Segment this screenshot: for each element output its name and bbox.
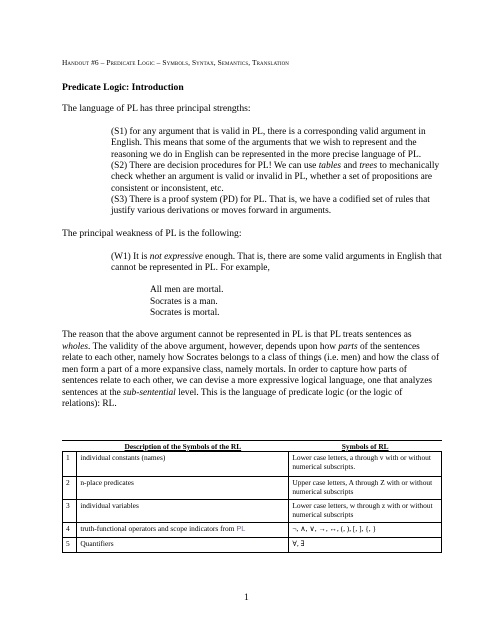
table-row — [63, 538, 442, 553]
syllogism-line: All men are mortal. — [150, 285, 224, 295]
row-symbols: ¬, ∧, ∨, →, ↔, (, ), [, ], {, } — [289, 523, 442, 538]
row-description: Quantifiers — [77, 538, 289, 553]
table-header-description: Description of the Symbols of the RL — [124, 442, 242, 451]
handout-header: Handout #6 – Predicate Logic – Symbols, Syntax, Semantics, Translation — [62, 58, 290, 67]
paragraph-em-subsentential: sub-sentential — [123, 387, 176, 398]
paragraph-em-parts: parts — [338, 341, 358, 352]
strength-s2-em-trees: trees — [359, 161, 378, 171]
strength-s1: (S1) for any argument that is valid in PL, there is a corresponding valid argument in English. This means that some of the arguments that we wish to represent and the reasoning we do in English can be represented in the more precise language of PL. — [111, 127, 426, 160]
paragraph-text-3: of the sentences relate to each other, namely how Socrates belongs to a class of things (i.e. men) and how the class of men form a part of a more expansive class, namely mortals. In order to capture how parts of sentences relate to each other, we can devise a more expressive logical language, one that analyzes sentences at the — [62, 341, 440, 398]
paragraph-text-1: The reason that the above argument cannot be represented in PL is that PL treats sentences as — [62, 330, 412, 340]
row-number: 1 — [63, 452, 77, 477]
weakness-em: not expressive — [149, 252, 203, 262]
table-row — [63, 477, 442, 500]
row-symbols: ∀, ∃ — [289, 538, 442, 553]
weakness-text-2: enough. That is, there are some valid arguments in English that cannot be represented in PL. For example, — [111, 252, 442, 274]
table-row — [63, 452, 442, 477]
weakness-text-1: (W1) It is — [111, 252, 150, 262]
row-symbols: Upper case letters, A through Z with or without numerical subscripts — [289, 477, 442, 500]
strength-s2-text-3: to mechanically check whether an argument is valid or invalid in PL, whether a set of propositions are consistent or inconsistent, etc. — [111, 161, 440, 194]
strength-s2-text-2: and — [341, 161, 360, 171]
syllogism-line: Socrates is mortal. — [150, 308, 220, 319]
row-description — [77, 523, 289, 538]
table-row — [63, 523, 442, 538]
syllogism-example — [150, 285, 223, 320]
table-header-row — [63, 442, 442, 452]
strength-s2-em-tables: tables — [318, 161, 342, 171]
row-description-text: truth-functional operators and scope indicators from — [80, 524, 237, 533]
strengths-intro: The language of PL has three principal strengths: — [62, 103, 251, 114]
paragraph-text-4: level. This is the language of predicate logic (or the logic of relations): RL. — [62, 387, 403, 409]
page-number: 1 — [244, 592, 249, 603]
row-description: individual constants (names) — [77, 452, 289, 477]
row-number: 3 — [63, 500, 77, 523]
weakness-w1 — [111, 252, 451, 275]
strength-s2-text-1: (S2) There are decision procedures for PL! We can use — [111, 161, 319, 171]
strength-s3: (S3) There is a proof system (PD) for PL. That is, we have a codified set of rules that justify various derivations or moves forward in arguments. — [111, 195, 430, 217]
symbols-table — [62, 442, 442, 553]
row-symbols: Lower case letters, a through v with or without numerical subscripts. — [289, 452, 442, 477]
strength-s2 — [111, 161, 451, 195]
row-description-pl: PL — [236, 524, 246, 533]
table-top-rule — [62, 440, 442, 441]
row-symbols: Lower case letters, w through z with or without numerical subscripts — [289, 500, 442, 523]
table-header-symbols: Symbols of RL — [341, 442, 389, 451]
paragraph-text-2: . The validity of the above argument, however, depends upon how — [88, 341, 339, 352]
row-description: individual variables — [77, 500, 289, 523]
weakness-intro: The principal weakness of PL is the following: — [62, 228, 242, 239]
row-number: 4 — [63, 523, 77, 538]
row-number: 5 — [63, 538, 77, 553]
explanation-paragraph — [62, 330, 440, 411]
row-description: n-place predicates — [77, 477, 289, 500]
section-title: Predicate Logic: Introduction — [62, 82, 184, 93]
syllogism-line: Socrates is a man. — [150, 296, 218, 307]
table-row — [63, 500, 442, 523]
row-number: 2 — [63, 477, 77, 500]
paragraph-em-wholes: wholes — [62, 341, 89, 352]
